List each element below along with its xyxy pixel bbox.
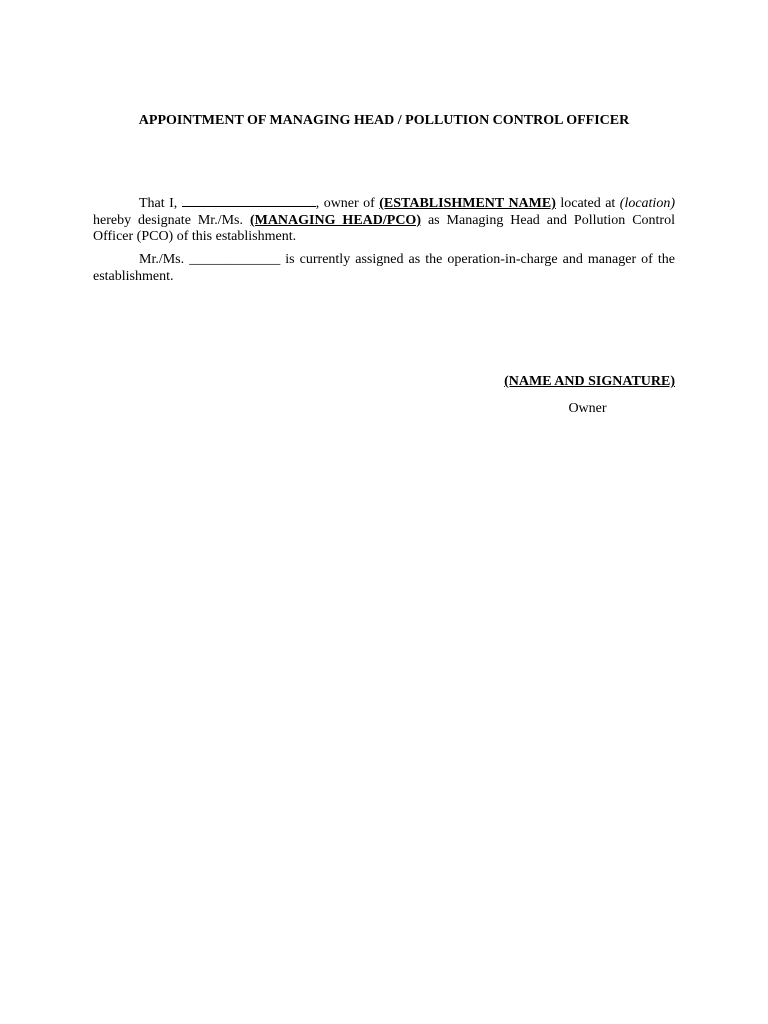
designate-text: hereby designate Mr./Ms. bbox=[93, 212, 243, 228]
signature-name-label: (NAME AND SIGNATURE) bbox=[504, 374, 675, 389]
location-placeholder: (location) bbox=[619, 196, 675, 211]
signature-role: Owner bbox=[568, 401, 607, 416]
owner-of-text: , owner of bbox=[315, 196, 375, 211]
establishment-name-placeholder: (ESTABLISHMENT NAME) bbox=[379, 196, 556, 211]
owner-name-blank[interactable] bbox=[182, 192, 316, 207]
document-title: APPOINTMENT OF MANAGING HEAD / POLLUTION CONTROL OFFICER bbox=[138, 113, 630, 128]
assignment-paragraph: Mr./Ms. _____________ is currently assigned as the operation-in-charge and manager of the establishment. bbox=[93, 252, 675, 284]
closing-text: as Managing Head and Pollution Control Officer (PCO) of this establishment. bbox=[93, 212, 675, 245]
intro-text: That I, bbox=[139, 196, 178, 211]
located-at-text: located at bbox=[560, 196, 616, 211]
managing-head-placeholder: (MANAGING HEAD/PCO) bbox=[249, 212, 421, 228]
appointment-paragraph bbox=[93, 192, 675, 246]
